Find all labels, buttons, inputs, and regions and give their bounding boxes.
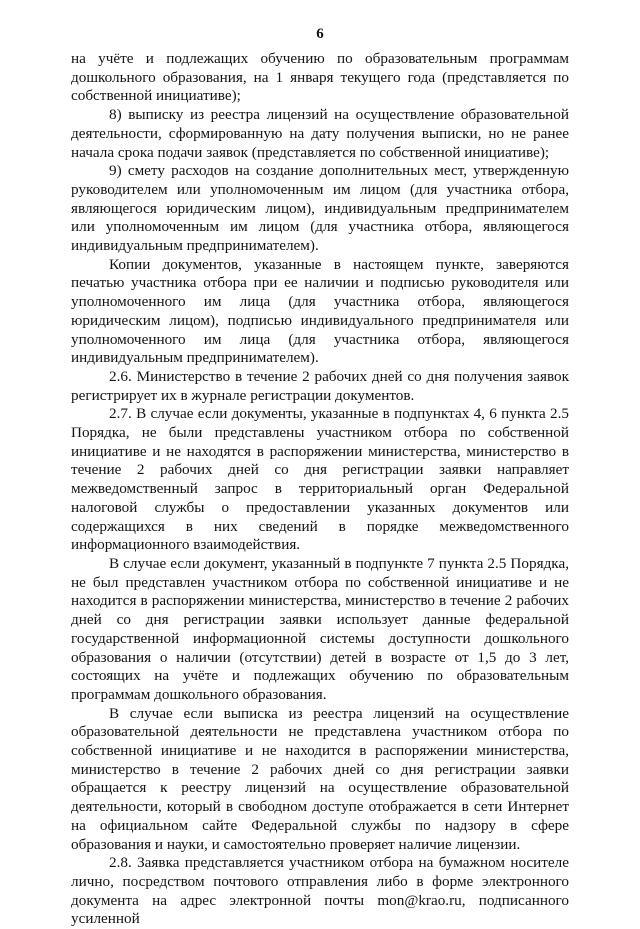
paragraph-continuation: на учёте и подлежащих обучению по образовательным программам дошкольного образования, на 1 января текущего года (представляется по собственной инициативе); [71,50,569,105]
paragraph-2-8: 2.8. Заявка представляется участником отбора на бумажном носителе лично, посредством почтового отправления либо в форме электронного документа на адрес электронной почты mon@krao.ru, подписанного усиленной [71,854,569,928]
paragraph-copies-certification: Копии документов, указанные в настоящем пункте, заверяются печатью участника отбора при ее наличии и подписью руководителя или уполномоченного им лица (для участника отбора, являющегося юридическим лицом), подписью индивидуального предпринимателя или уполномоченного им лица (для участника отбора, являющегося индивидуальным предпринимателем). [71,255,569,367]
paragraph-2-7: 2.7. В случае если документы, указанные в подпунктах 4, 6 пункта 2.5 Порядка, не были представлены участником отбора по собственной инициативе и не находятся в распоряжении министерства, министерство в течение 2 рабочих дней со дня регистрации заявки направляет межведомственный запрос в территориальный орган Федеральной налоговой службы о предоставлении указанных документов или содержащихся в них сведений в порядке межведомственного информационного взаимодействия. [71,405,569,554]
document-body [71,50,569,929]
paragraph-2-6: 2.6. Министерство в течение 2 рабочих дней со дня получения заявок регистрирует их в журнале регистрации документов. [71,367,569,404]
paragraph-item-9: 9) смету расходов на создание дополнительных мест, утвержденную руководителем или уполномоченным им лицом (для участника отбора, являющегося юридическим лицом), индивидуальным предпринимателем или уполномоченным им лицом (для участника отбора, являющегося индивидуальным предпринимателем). [71,162,569,255]
paragraph-subpoint-7-case: В случае если документ, указанный в подпункте 7 пункта 2.5 Порядка, не был представлен участником отбора по собственной инициативе и не находится в распоряжении министерства, министерство в течение 2 рабочих дней со дня регистрации заявки использует данные федеральной государственной информационной системы доступности дошкольного образования о наличии (отсутствии) детей в возрасте от 1,5 до 3 лет, состоящих на учёте и подлежащих обучению по образовательным программам дошкольного образования. [71,554,569,703]
page-number: 6 [316,26,324,42]
paragraph-item-8: 8) выписку из реестра лицензий на осуществление образовательной деятельности, сформированную на дату получения выписки, но не ранее начала срока подачи заявок (представляется по собственной инициативе); [71,106,569,161]
paragraph-license-case: В случае если выписка из реестра лицензий на осуществление образовательной деятельности не представлена участником отбора по собственной инициативе и не находится в распоряжении министерства, министерство в течение 2 рабочих дней со дня регистрации заявки обращается к реестру лицензий на осуществление образовательной деятельности, который в свободном доступе отображается в сети Интернет на официальном сайте Федеральной службы по надзору в сфере образования и науки, и самостоятельно проверяет наличие лицензии. [71,704,569,853]
